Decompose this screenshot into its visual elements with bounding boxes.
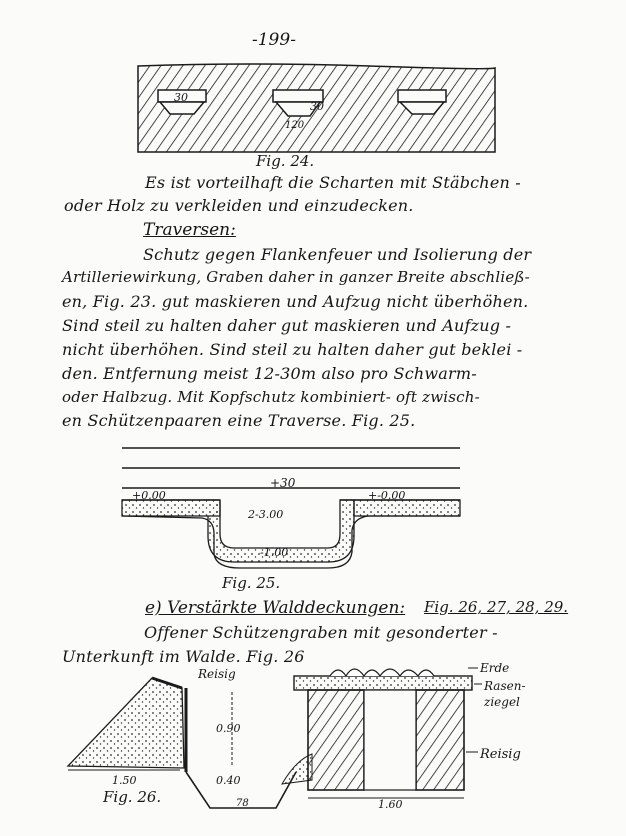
traversen-line-3: en, Fig. 23. gut maskieren und Aufzug nicht überhöhen.	[62, 292, 529, 311]
traversen-line-8: en Schützenpaaren eine Traverse. Fig. 25.	[62, 411, 416, 430]
traversen-line-7: oder Halbzug. Mit Kopfschutz kombiniert- oft zwisch-	[62, 388, 480, 406]
section-e-line-1: Offener Schützengraben mit gesonderter -	[144, 623, 498, 642]
fig26-label-erde: Erde	[480, 661, 510, 675]
section-e-line-2: Unterkunft im Walde. Fig. 26	[62, 647, 305, 666]
fig26-label-base-left: 1.50	[112, 774, 137, 787]
fig26-label-reisig-right: Reisig	[480, 747, 521, 762]
fig25-label-top: +30	[270, 476, 296, 490]
fig26-label-depth: 0.40	[216, 774, 241, 787]
fig26-label-rasen: Rasen-	[484, 679, 526, 693]
traversen-line-5: nicht überhöhen. Sind steil zu halten daher gut beklei -	[62, 340, 523, 359]
section-e-heading: e) Verstärkte Walddeckungen:	[145, 598, 406, 618]
fig25-drawing	[110, 440, 470, 580]
fig24-caption: Fig. 24.	[256, 152, 315, 170]
para1-line-2: oder Holz zu verkleiden und einzudecken.	[64, 196, 414, 215]
traversen-heading: Traversen:	[143, 220, 236, 240]
fig26-caption: Fig. 26.	[103, 788, 162, 806]
fig26-label-reisig-top: Reisig	[198, 667, 236, 681]
fig26-label-height: 0.90	[216, 722, 241, 735]
fig24-label-bottom: 120	[285, 120, 305, 131]
page-number: -199-	[252, 30, 296, 50]
fig25-label-depth: -1.00	[260, 546, 289, 559]
section-e-refs: Fig. 26, 27, 28, 29.	[424, 598, 569, 616]
fig26-label-span: 1.60	[378, 798, 403, 811]
fig26-label-bottom: 78	[236, 798, 249, 809]
fig24-label-height: 30	[310, 100, 324, 113]
traversen-line-2: Artilleriewirkung, Graben daher in ganzer Breite abschließ-	[62, 268, 530, 286]
fig25-label-right: +-0.00	[368, 489, 406, 502]
fig25-label-left: +0.00	[132, 489, 166, 502]
fig24-label-width: 30	[174, 91, 188, 104]
traversen-line-1: Schutz gegen Flankenfeuer und Isolierung der	[143, 245, 532, 264]
para1-line-1: Es ist vorteilhaft die Scharten mit Stäbchen -	[145, 173, 521, 192]
fig24-drawing	[130, 62, 500, 154]
fig25-caption: Fig. 25.	[222, 574, 281, 592]
fig26-label-ziegel: ziegel	[484, 695, 520, 709]
traversen-line-4: Sind steil zu halten daher gut maskieren und Aufzug -	[62, 316, 512, 335]
fig25-label-width: 2-3.00	[248, 508, 284, 521]
traversen-line-6: den. Entfernung meist 12-30m also pro Schwarm-	[62, 364, 477, 383]
